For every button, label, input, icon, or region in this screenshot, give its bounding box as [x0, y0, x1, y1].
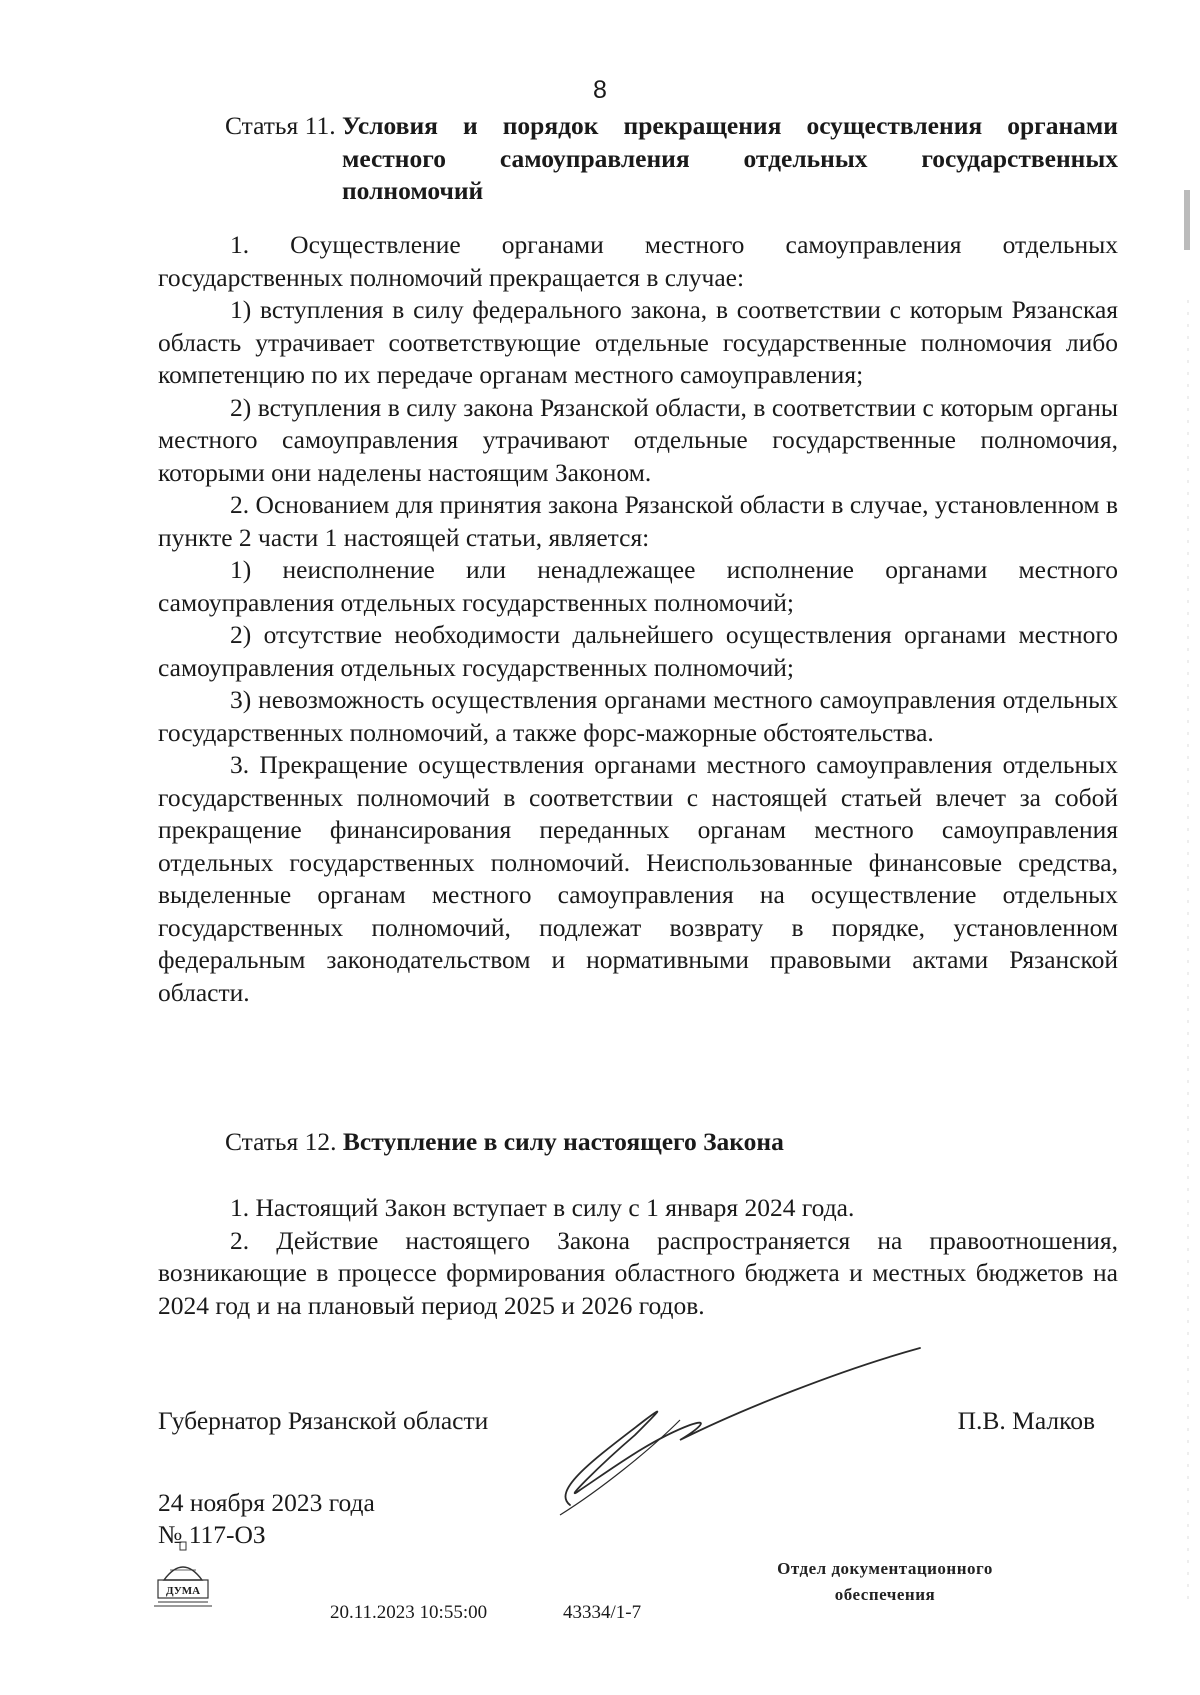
article-11-number: Статья 11. [225, 111, 342, 140]
article-11-title: Условия и порядок прекращения осуществления органами местного самоуправления отдельных государственных полномочий [341, 111, 1118, 205]
law-date: 24 ноября 2023 года [158, 1488, 375, 1517]
paragraph: 2) отсутствие необходимости дальнейшего осуществления органами местного самоуправления отдельных государственных полномочий; [158, 620, 1118, 682]
article-12-heading [225, 1126, 1118, 1159]
paragraph: 3. Прекращение осуществления органами местного самоуправления отдельных государственных полномочий в соответствии с настоящей статьей влечет за собой прекращение финансирования переданных органам местного самоуправления отдельных государственных полномочий. Неиспользованные финансовые средства, выделенные органам местного самоуправления на осуществление отдельных государственных полномочий, подлежат возврату в порядке, установленном федеральным законодательством и нормативными правовыми актами Рязанской области. [158, 750, 1118, 1007]
article-12-title: Вступление в силу настоящего Закона [342, 1127, 784, 1156]
signature-row [158, 1406, 1095, 1436]
department-stamp-line2: обеспечения [834, 1585, 936, 1604]
article-11-heading [225, 110, 1118, 208]
article-12-body [158, 1192, 1118, 1322]
department-stamp-line1: Отдел документационного [777, 1559, 993, 1578]
paragraph: 3) невозможность осуществления органами местного самоуправления отдельных государственных полномочий, а также форс-мажорные обстоятельства. [158, 685, 1118, 747]
signatory-position: Губернатор Рязанской области [158, 1406, 489, 1435]
department-stamp [735, 1556, 1035, 1608]
law-number: № 117-ОЗ [158, 1520, 266, 1549]
footer-doc-code: 43334/1-7 [563, 1602, 642, 1623]
paragraph: 1. Осуществление органами местного самоуправления отдельных государственных полномочий прекращается в случае: [158, 230, 1118, 292]
article-12-number: Статья 12. [225, 1127, 343, 1156]
paragraph: 1. Настоящий Закон вступает в силу с 1 января 2024 года. [230, 1193, 855, 1222]
paragraph: 2) вступления в силу закона Рязанской области, в соответствии с которым органы местного самоуправления утрачивают отдельные государственные полномочия, которыми они наделены настоящим Законом. [158, 392, 1118, 487]
signatory-name: П.В. Малков [957, 1406, 1095, 1435]
footer-timestamp: 20.11.2023 10:55:00 [330, 1602, 488, 1623]
page-number: 8 [593, 76, 607, 104]
logo-label: ДУМА [166, 1585, 201, 1597]
paragraph: 1) неисполнение или ненадлежащее исполнение органами местного самоуправления отдельных государственных полномочий; [158, 555, 1118, 617]
paragraph: 1) вступления в силу федерального закона, в соответствии с которым Рязанская область утрачивает соответствующие отдельные государственные полномочия либо компетенцию по их передаче органам местного самоуправления; [158, 295, 1118, 389]
duma-logo-icon [150, 1540, 216, 1616]
scan-margin-marks [1180, 0, 1200, 1695]
paragraph: 2. Основанием для принятия закона Рязанской области в случае, установленном в пункте 2 части 1 настоящей статьи, является: [158, 490, 1118, 552]
article-11-body [158, 229, 1118, 1009]
paragraph: 2. Действие настоящего Закона распространяется на правоотношения, возникающие в процессе формирования областного бюджета и местных бюджетов на 2024 год и на плановый период 2025 и 2026 годов. [158, 1225, 1118, 1320]
